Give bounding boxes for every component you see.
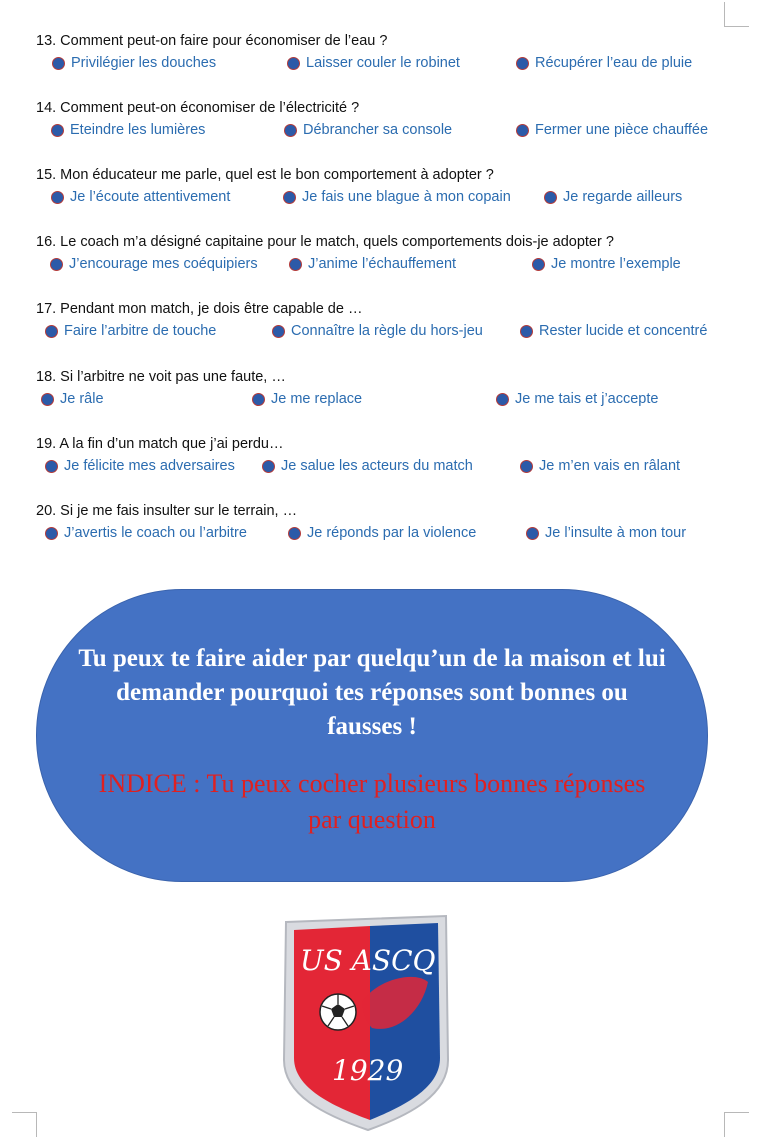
question-16 [0, 234, 773, 284]
answer-option[interactable]: Je montre l’exemple [532, 256, 681, 272]
answer-option[interactable]: Faire l’arbitre de touche [45, 323, 216, 339]
question-text: 16. Le coach m’a désigné capitaine pour le match, quels comportements dois-je adopter ? [36, 234, 614, 250]
radio-icon[interactable] [272, 325, 285, 338]
question-text: 20. Si je me fais insulter sur le terrain, … [36, 503, 298, 519]
question-text: 19. A la fin d’un match que j’ai perdu… [36, 436, 284, 452]
radio-icon[interactable] [516, 57, 529, 70]
question-text: 13. Comment peut-on faire pour économiser de l’eau ? [36, 33, 388, 49]
radio-icon[interactable] [516, 124, 529, 137]
answer-option[interactable]: Je fais une blague à mon copain [283, 189, 511, 205]
question-text: 15. Mon éducateur me parle, quel est le bon comportement à adopter ? [36, 167, 494, 183]
question-text: 18. Si l’arbitre ne voit pas une faute, … [36, 369, 286, 385]
radio-icon[interactable] [520, 460, 533, 473]
answer-option[interactable]: Je me replace [252, 391, 362, 407]
radio-icon[interactable] [41, 393, 54, 406]
answer-option[interactable]: Je l’insulte à mon tour [526, 525, 686, 541]
answer-option[interactable]: Récupérer l’eau de pluie [516, 55, 692, 71]
radio-icon[interactable] [520, 325, 533, 338]
radio-icon[interactable] [284, 124, 297, 137]
answer-option[interactable]: Rester lucide et concentré [520, 323, 707, 339]
logo-top-text: US ASCQ [300, 944, 436, 977]
answer-option[interactable]: Je râle [41, 391, 104, 407]
radio-icon[interactable] [52, 57, 65, 70]
question-20 [0, 503, 773, 553]
answer-option[interactable]: Je salue les acteurs du match [262, 458, 473, 474]
answer-option[interactable]: Fermer une pièce chauffée [516, 122, 708, 138]
question-19 [0, 436, 773, 486]
radio-icon[interactable] [288, 527, 301, 540]
answer-option[interactable]: Débrancher sa console [284, 122, 452, 138]
answer-option[interactable]: Je regarde ailleurs [544, 189, 682, 205]
question-13 [0, 33, 773, 83]
radio-icon[interactable] [51, 191, 64, 204]
football-icon [320, 994, 356, 1030]
radio-icon[interactable] [51, 124, 64, 137]
radio-icon[interactable] [50, 258, 63, 271]
answer-option[interactable]: Privilégier les douches [52, 55, 216, 71]
answer-option[interactable]: Je m’en vais en râlant [520, 458, 680, 474]
answer-option[interactable]: Je l’écoute attentivement [51, 189, 230, 205]
answer-option[interactable]: Je réponds par la violence [288, 525, 476, 541]
radio-icon[interactable] [283, 191, 296, 204]
crop-mark-bottom-left [12, 1112, 37, 1137]
radio-icon[interactable] [45, 460, 58, 473]
hint-message: INDICE : Tu peux cocher plusieurs bonnes réponses par question [98, 769, 646, 834]
question-18 [0, 369, 773, 419]
answer-option[interactable]: Eteindre les lumières [51, 122, 205, 138]
logo-year: 1929 [332, 1054, 404, 1087]
answer-option[interactable]: J’anime l’échauffement [289, 256, 456, 272]
answer-option[interactable]: Laisser couler le robinet [287, 55, 460, 71]
radio-icon[interactable] [252, 393, 265, 406]
question-17 [0, 301, 773, 351]
radio-icon[interactable] [496, 393, 509, 406]
radio-icon[interactable] [526, 527, 539, 540]
radio-icon[interactable] [45, 325, 58, 338]
help-message: Tu peux te faire aider par quelqu’un de la maison et lui demander pourquoi tes réponses sont bonnes ou fausses ! [78, 645, 666, 740]
radio-icon[interactable] [544, 191, 557, 204]
answer-option[interactable]: J’avertis le coach ou l’arbitre [45, 525, 247, 541]
radio-icon[interactable] [287, 57, 300, 70]
radio-icon[interactable] [45, 527, 58, 540]
info-bubble [36, 589, 708, 882]
answer-option[interactable]: Je félicite mes adversaires [45, 458, 235, 474]
answer-option[interactable]: Je me tais et j’accepte [496, 391, 658, 407]
crop-mark-bottom-right [724, 1112, 749, 1137]
question-15 [0, 167, 773, 217]
answer-option[interactable]: Connaître la règle du hors-jeu [272, 323, 483, 339]
club-logo-shield [280, 910, 452, 1132]
answer-option[interactable]: J’encourage mes coéquipiers [50, 256, 258, 272]
question-text: 14. Comment peut-on économiser de l’électricité ? [36, 100, 360, 116]
radio-icon[interactable] [289, 258, 302, 271]
crop-mark-top-right [724, 2, 749, 27]
question-14 [0, 100, 773, 150]
radio-icon[interactable] [262, 460, 275, 473]
radio-icon[interactable] [532, 258, 545, 271]
question-text: 17. Pendant mon match, je dois être capable de … [36, 301, 363, 317]
